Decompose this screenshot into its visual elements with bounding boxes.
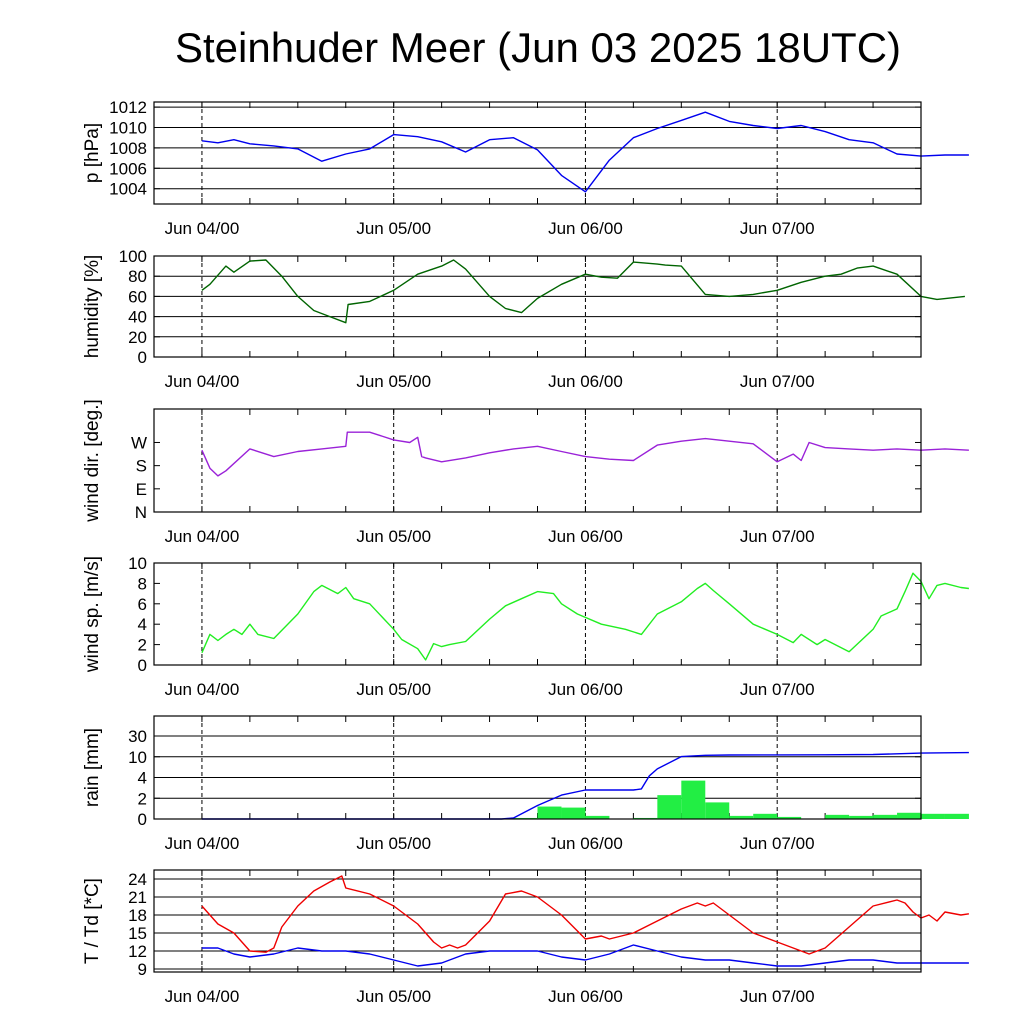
rain-frame	[154, 716, 921, 819]
wind-direction-y-tick-label: E	[135, 479, 147, 499]
temperature-x-tick-label: Jun 06/00	[548, 987, 623, 1006]
rain-y-tick-label: 2	[137, 789, 147, 809]
wind-speed-x-tick-label: Jun 06/00	[548, 680, 623, 699]
pressure-y-tick-label: 1012	[109, 98, 147, 118]
wind-direction-x-tick-label: Jun 04/00	[164, 527, 240, 546]
rain-bar	[561, 808, 585, 819]
temperature-y-axis-label: T / Td [*C]	[82, 878, 103, 964]
temperature-y-tick-label: 12	[128, 942, 147, 961]
temperature-x-tick-label: Jun 07/00	[739, 987, 815, 1006]
temperature-x-tick-label: Jun 05/00	[356, 987, 432, 1006]
temperature-panel	[82, 870, 969, 1006]
rain-bar	[945, 814, 969, 819]
humidity-y-tick-label: 40	[128, 307, 147, 327]
wind-speed-y-tick-label: 10	[128, 554, 147, 573]
rain-panel	[82, 716, 969, 853]
pressure-panel	[82, 98, 969, 238]
rain-y-tick-label: 4	[137, 768, 147, 788]
rain-bar	[753, 814, 777, 819]
wind-direction-x-tick-label: Jun 07/00	[739, 527, 815, 546]
rain-y-tick-label: 30	[128, 727, 147, 746]
pressure-x-tick-label: Jun 05/00	[356, 219, 432, 238]
temperature-x-tick-label: Jun 04/00	[164, 987, 240, 1006]
humidity-y-tick-label: 80	[128, 267, 147, 287]
rain-y-tick-label: 10	[128, 747, 147, 767]
pressure-y-tick-label: 1010	[109, 118, 147, 138]
wind-direction-panel	[82, 399, 969, 546]
wind-speed-panel	[82, 554, 969, 699]
rain-bar	[705, 802, 729, 819]
humidity-y-tick-label: 100	[118, 247, 147, 266]
humidity-series-line	[202, 260, 965, 323]
humidity-y-axis-label: humidity [%]	[82, 254, 103, 359]
wind-speed-x-tick-label: Jun 07/00	[739, 680, 815, 699]
chart-title: Steinhuder Meer (Jun 03 2025 18UTC)	[174, 24, 902, 71]
pressure-x-tick-label: Jun 07/00	[739, 219, 815, 238]
wind-direction-x-tick-label: Jun 06/00	[548, 527, 623, 546]
humidity-x-tick-label: Jun 05/00	[356, 372, 432, 391]
wind-speed-x-tick-label: Jun 04/00	[164, 680, 240, 699]
temperature-y-tick-label: 9	[137, 960, 147, 979]
rain-x-tick-label: Jun 05/00	[356, 834, 432, 853]
pressure-x-tick-label: Jun 06/00	[548, 219, 623, 238]
wind-speed-y-tick-label: 6	[137, 594, 147, 614]
humidity-x-tick-label: Jun 04/00	[164, 372, 240, 391]
humidity-frame	[154, 256, 921, 357]
wind-direction-y-tick-label: W	[130, 433, 147, 453]
rain-x-tick-label: Jun 04/00	[164, 834, 240, 853]
wind-direction-x-tick-label: Jun 05/00	[356, 527, 432, 546]
wind-direction-frame	[154, 409, 921, 512]
temperature-y-tick-label: 18	[128, 906, 147, 925]
wind-speed-y-axis-label: wind sp. [m/s]	[82, 555, 103, 673]
rain-bar	[921, 814, 945, 819]
wind-speed-x-tick-label: Jun 05/00	[356, 680, 432, 699]
humidity-x-tick-label: Jun 07/00	[739, 372, 815, 391]
wind-speed-frame	[154, 563, 921, 665]
rain-bar	[825, 815, 849, 819]
rain-x-tick-label: Jun 06/00	[548, 834, 623, 853]
pressure-y-tick-label: 1006	[109, 159, 147, 179]
wind-speed-y-tick-label: 4	[137, 615, 147, 635]
pressure-y-axis-label: p [hPa]	[82, 122, 103, 184]
wind-speed-y-tick-label: 2	[137, 635, 147, 655]
temperature-y-tick-label: 24	[128, 870, 147, 889]
humidity-y-tick-label: 0	[137, 348, 147, 367]
humidity-y-tick-label: 20	[128, 327, 147, 347]
pressure-x-tick-label: Jun 04/00	[164, 219, 240, 238]
rain-bar	[873, 815, 897, 819]
temperature-y-tick-label: 15	[128, 924, 147, 943]
temperature-frame	[154, 870, 921, 972]
rain-bar	[657, 795, 681, 819]
rain-bar	[897, 813, 921, 819]
humidity-panel	[82, 247, 965, 391]
wind-direction-y-tick-label: N	[134, 503, 147, 522]
humidity-y-tick-label: 60	[128, 287, 147, 307]
pressure-y-tick-label: 1004	[109, 179, 147, 199]
humidity-x-tick-label: Jun 06/00	[548, 372, 623, 391]
pressure-y-tick-label: 1008	[109, 138, 147, 158]
rain-y-tick-label: 0	[137, 810, 147, 829]
rain-bar	[538, 807, 562, 819]
wind-direction-y-tick-label: S	[135, 456, 147, 476]
wind-direction-y-axis-label: wind dir. [deg.]	[82, 399, 103, 522]
temperature-y-tick-label: 21	[128, 888, 147, 907]
wind-speed-y-tick-label: 8	[137, 574, 147, 594]
rain-x-tick-label: Jun 07/00	[739, 834, 815, 853]
rain-y-axis-label: rain [mm]	[82, 727, 103, 808]
wind-speed-y-tick-label: 0	[137, 656, 147, 675]
rain-bar	[681, 781, 705, 819]
